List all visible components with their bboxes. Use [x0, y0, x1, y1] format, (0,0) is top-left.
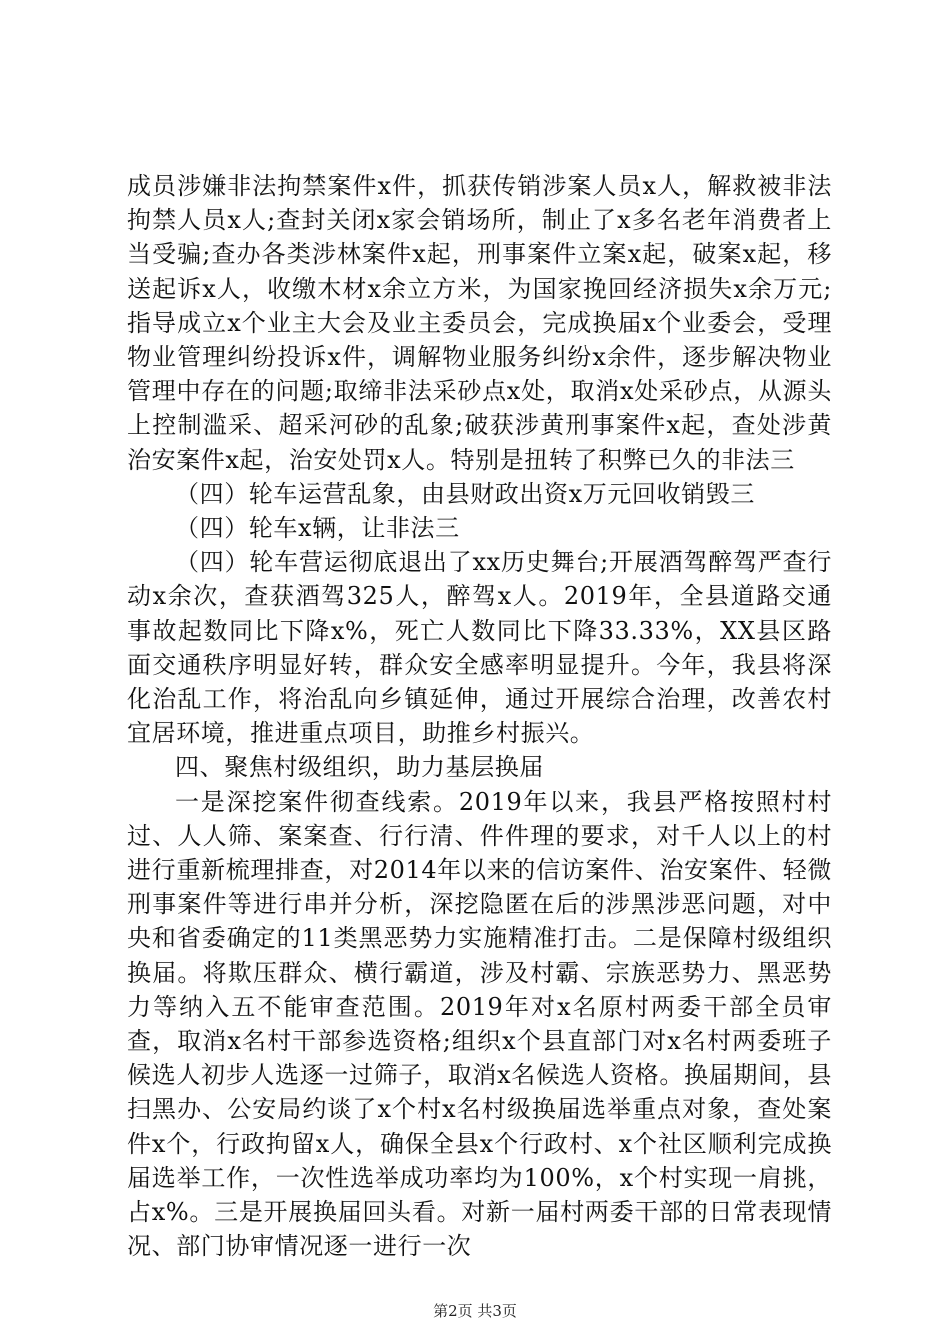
section-heading-village-organization: 四、聚焦村级组织，助力基层换届 [175, 753, 544, 782]
paragraph-case-statistics: 成员涉嫌非法拘禁案件x件，抓获传销涉案人员x人，解救被非法拘禁人员x人;查封关闭x家会销场所，制止了x多名老年消费者上当受骗;查办各类涉林案件x起，刑事案件立案x起，破案x起，移送起诉x人，收缴木材x余立方米，为国家挽回经济损失x余万元;指导成立x个业主大会及业主委员会，完成换届x个业委会，受理物业管理纠纷投诉x件，调解物业服务纠纷x余件，逐步解决物业管理中存在的问题;取缔非法采砂点x处，取消x处采砂点，从源头上控制滥采、超采河砂的乱象;破获涉黄刑事案件x起，查处涉黄治安案件x起，治安处罚x人。特别是扭转了积弊已久的非法三 [127, 172, 832, 474]
paragraph-village-election: 一是深挖案件彻查线索。2019年以来，我县严格按照村村过、人人筛、案案查、行行清、件件理的要求，对千人以上的村进行重新梳理排查，对2014年以来的信访案件、治安案件、轻微刑事案件等进行串并分析，深挖隐匿在后的涉黑涉恶问题，对中央和省委确定的11类黑恶势力实施精准打击。二是保障村级组织换届。将欺压群众、横行霸道，涉及村霸、宗族恶势力、黑恶势力等纳入五不能审查范围。2019年对x名原村两委干部全员审查，取消x名村干部参选资格;组织x个县直部门对x名村两委班子候选人初步人选逐一过筛子，取消x名候选人资格。换届期间，县扫黑办、公安局约谈了x个村x名村级换届选举重点对象，查处案件x个，行政拘留x人，确保全县x个行政村、x个社区顺利完成换届选举工作，一次性选举成功率均为100%，x个村实现一肩挑，占x%。三是开展换届回头看。对新一届村两委干部的日常表现情况、部门协审情况逐一进行一次 [127, 787, 832, 1261]
paragraph-tricycle-count: （四）轮车x辆，让非法三 [175, 514, 460, 543]
document-body [127, 169, 832, 1264]
page-number-footer: 第2页 共3页 [433, 1302, 517, 1320]
paragraph-traffic-order: （四）轮车营运彻底退出了xx历史舞台;开展酒驾醉驾严查行动x余次，查获酒驾325人，醉驾x人。2019年，全县道路交通事故起数同比下降x%，死亡人数同比下降33.33%，XX县区路面交通秩序明显好转，群众安全感率明显提升。今年，我县将深化治乱工作，将治乱向乡镇延伸，通过开展综合治理，改善农村宜居环境，推进重点项目，助推乡村振兴。 [127, 548, 832, 748]
paragraph-tricycle-recovery: （四）轮车运营乱象，由县财政出资x万元回收销毁三 [175, 479, 755, 508]
